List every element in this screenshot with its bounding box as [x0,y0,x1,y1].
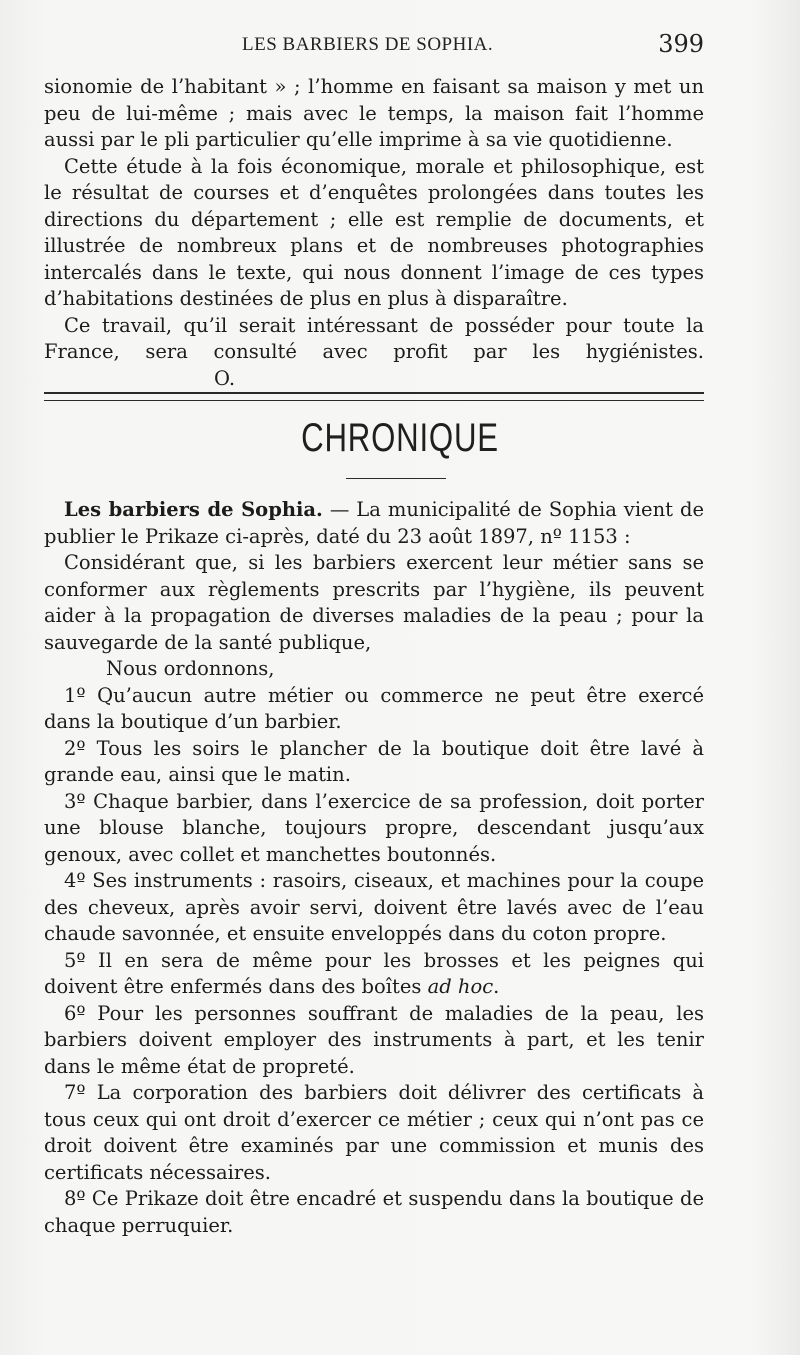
article-item: 7º La corporation des barbiers doit délivrer des certificats à tous ceux qui ont droit d’exercer ce métier ; ceux qui n’ont pas ce droit doivent être examinés par une commission et munis des certificats nécessaires. [44,1081,704,1184]
article-lead [44,497,704,550]
intro-paragraph [44,313,704,393]
page-header [44,30,704,64]
article-item: 2º Tous les soirs le plancher de la boutique doit être lavé à grande eau, ainsi que le matin. [44,736,704,786]
article-item: 3º Chaque barbier, dans l’exercice de sa profession, doit porter une blouse blanche, toujours propre, descendant jusqu’aux genoux, avec collet et manchettes boutonnés. [44,789,704,866]
article-item: 4º Ses instruments : rasoirs, ciseaux, et machines pour la coupe des cheveux, après avoir servi, doivent être lavés avec de l’eau chaude savonnée, et ensuite enveloppés dans du coton propre. [44,869,704,945]
article-lead-text: — La municipalité de Sophia vient de publier le Prikaze ci-après, daté du 23 août 1897, nº 1153 : [44,498,704,548]
item5-text: 5º Il en sera de même pour les brosses et les peignes qui doivent être enfermés dans des boîtes [44,948,704,998]
intro-text [44,74,704,392]
item5-end: . [493,975,500,998]
author-signature: O. [214,366,236,390]
article-item: 1º Qu’aucun autre métier ou commerce ne peut être exercé dans la boutique d’un barbier. [44,683,704,733]
article-item [44,948,704,1001]
chronique-article [44,497,704,1239]
article-item: 8º Ce Prikaze doit être encadré et suspendu dans la boutique de chaque perruquier. [44,1187,704,1237]
page-number: 399 [658,30,704,58]
intro-paragraph: sionomie de l’habitant » ; l’homme en faisant sa maison y met un peu de lui-même ; mais avec le temps, la maison fait l’homme aussi par le pli particulier qu’elle imprime à sa vie quotidienne. [44,75,704,151]
section-title: CHRONIQUE [301,416,499,460]
intro-paragraph: Cette étude à la fois économique, morale et philosophique, est le résultat de courses et d’enquêtes prolongées dans toutes les directions du département ; elle est remplie de documents, et illustrée de nombreux plans et de nombreuses photographies intercalés dans le texte, qui nous donnent l’image de ces types d’habitations destinées de plus en plus à disparaître. [44,154,704,310]
ordonnons-line: Nous ordonnons, [106,657,275,680]
double-rule-divider [44,392,704,401]
article-item: 6º Pour les personnes souffrant de maladies de la peau, les barbiers doivent employer des instruments à part, et les tenir dans le même état de propreté. [44,1001,704,1078]
item5-latin: ad hoc [427,975,494,998]
short-rule-divider [346,478,446,479]
considerant-paragraph: Considérant que, si les barbiers exercent leur métier sans se conformer aux règlements prescrits par l’hygiène, ils peuvent aider à la propagation de diverses maladies de la peau ; pour la sauvegarde de la santé publique, [44,551,704,654]
article-title: Les barbiers de Sophia. [64,498,323,521]
running-title: LES BARBIERS DE SOPHIA. [242,34,494,55]
intro-paragraph-text: Ce travail, qu’il serait intéressant de posséder pour toute la France, sera consulté avec profit par les hygiénistes. [44,313,704,363]
